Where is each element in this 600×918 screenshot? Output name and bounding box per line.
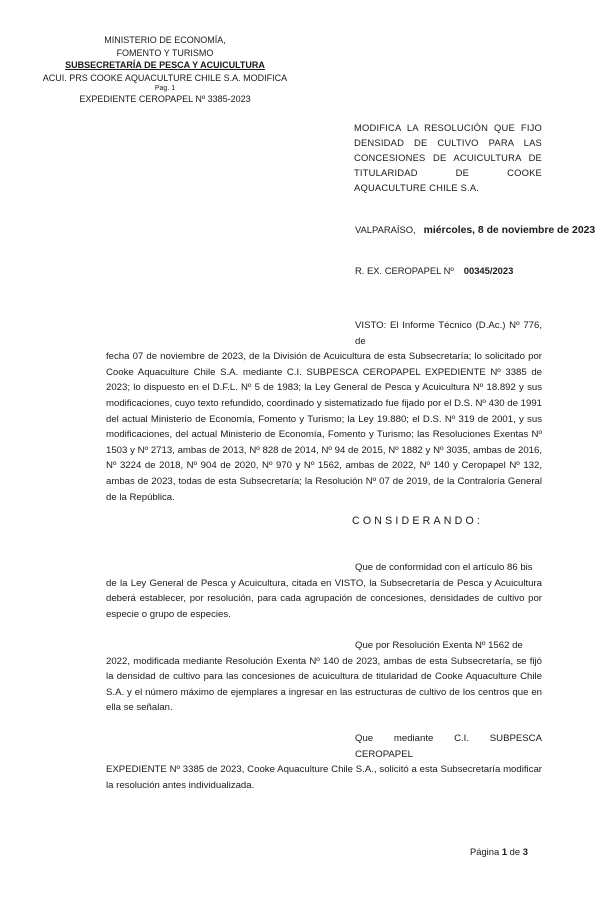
total-pages: 3	[522, 846, 528, 857]
resolution-label: R. EX. CEROPAPEL Nº	[355, 265, 454, 276]
page-number	[470, 846, 528, 857]
resolution-number-line	[355, 265, 513, 276]
subsecretaria-line: SUBSECRETARÍA DE PESCA Y ACUICULTURA	[65, 60, 265, 71]
considerando-1-body: de la Ley General de Pesca y Acuicultura, citada en VISTO, la Subsecretaría de Pesca y Acuicultura deberá establecer, por resolución, para cada agrupación de concesiones, densidades de cultivo por especie o grupo de especies.	[106, 577, 542, 620]
considerando-heading: CONSIDERANDO:	[352, 515, 484, 527]
considerando-1-first-line: Que de conformidad con el artículo 86 bis	[355, 562, 533, 573]
considerando-paragraph-1	[106, 560, 542, 622]
subject-line: ACUI. PRS COOKE AQUACULTURE CHILE S.A. MODIFICA	[42, 72, 288, 83]
visto-body: fecha 07 de noviembre de 2023, de la División de Acuicultura de esta Subsecretaría; lo solicitado por Cooke Aquaculture Chile S.A. mediante C.I. SUBPESCA CEROPAPEL EXPEDIENTE Nº 3385 de 2023; lo dispuesto en el D.F.L. Nº 5 de 1983; la Ley General de Pesca y Acuicultura Nº 18.892 y sus modificaciones, cuyo texto refundido, coordinado y sistematizado fue fijado por el D.S. Nº 430 de 1991 del actual Ministerio de Economía, Fomento y Turismo; la Ley 19.880; el D.S. Nº 319 de 2001, y sus modificaciones, del actual Ministerio de Economía, Fomento y Turismo; las Resoluciones Exentas Nº 1503 y Nº 2713, ambas de 2013, Nº 828 de 2014, Nº 94 de 2015, Nº 1882 y Nº 3035, ambas de 2016, Nº 3224 de 2018, Nº 904 de 2020, Nº 970 y Nº 1562, ambas de 2022, Nº 140 y Ceropapel Nº 132, ambas de 2023, todas de esta Subsecretaría; la Resolución Nº 07 de 2019, de la Contraloría General de la República.	[106, 351, 542, 503]
resolution-number: 00345/2023	[463, 265, 514, 276]
considerando-2-first-line: Que por Resolución Exenta Nº 1562 de	[355, 640, 523, 651]
considerando-3-first-line: Que mediante C.I. SUBPESCA CEROPAPEL	[355, 733, 542, 760]
place-label: VALPARAÍSO,	[355, 224, 416, 235]
date-line	[355, 224, 595, 236]
page-ref: Pag. 1	[154, 85, 176, 93]
visto-first-line: VISTO: El Informe Técnico (D.Ac.) Nº 776, de	[355, 320, 542, 347]
ministry-line-2: FOMENTO Y TURISMO	[116, 47, 214, 58]
ministry-line-1: MINISTERIO DE ECONOMÍA,	[104, 35, 226, 45]
letterhead	[40, 34, 290, 106]
resolution-title: MODIFICA LA RESOLUCIÓN QUE FIJO DENSIDAD DE CULTIVO PARA LAS CONCESIONES DE ACUICULTURA DE TITULARIDAD DE COOKE AQUACULTURE CHILE S.A.	[354, 122, 542, 193]
page-de: de	[509, 846, 521, 857]
considerando-paragraph-3	[106, 731, 542, 793]
visto-paragraph	[106, 318, 542, 505]
expediente-line: EXPEDIENTE CEROPAPEL Nº 3385-2023	[79, 94, 251, 105]
considerando-3-body: EXPEDIENTE Nº 3385 de 2023, Cooke Aquaculture Chile S.A., solicitó a esta Subsecretaría modificar la resolución antes individualizada.	[106, 764, 542, 791]
considerando-2-body: 2022, modificada mediante Resolución Exenta Nº 140 de 2023, ambas de esta Subsecretaría, se fijó la densidad de cultivo para las concesiones de acuicultura de titularidad de Cooke Aquaculture Chile S.A. y el número máximo de ejemplares a ingresar en las estructuras de cultivo de los centros que en ella se señalan.	[106, 655, 542, 714]
date-value: miércoles, 8 de noviembre de 2023	[423, 225, 596, 236]
page-prefix: Página	[470, 846, 500, 857]
considerando-paragraph-2	[106, 638, 542, 716]
current-page: 1	[501, 846, 508, 857]
